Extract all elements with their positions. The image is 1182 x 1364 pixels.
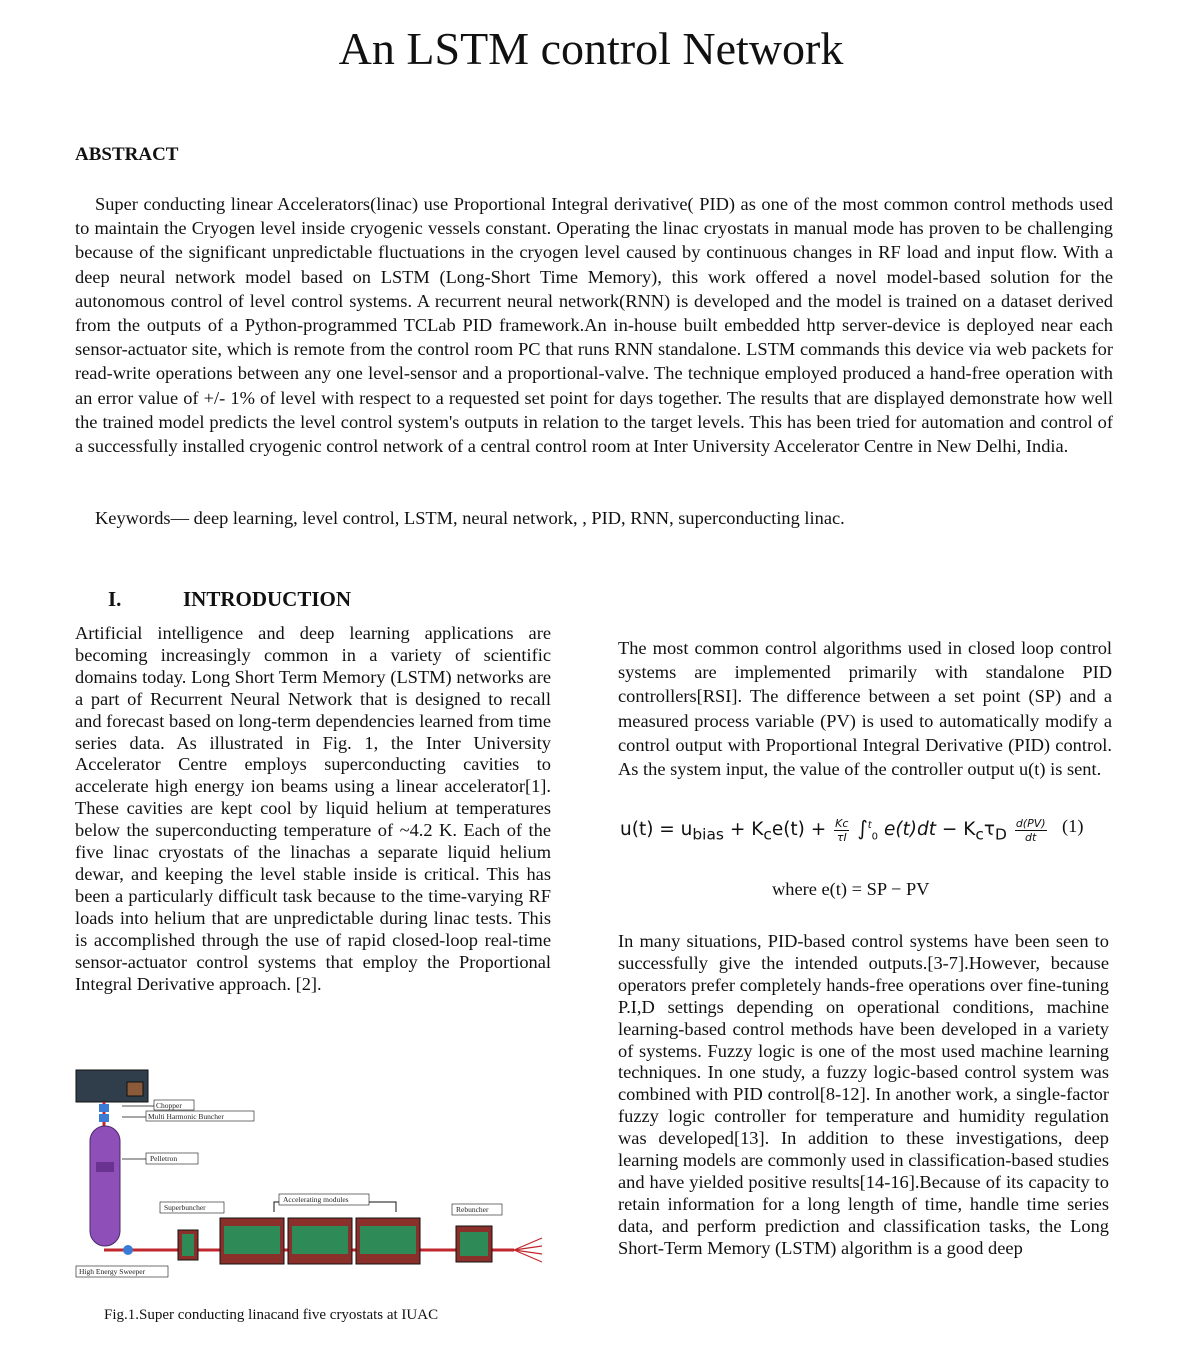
accel-module-1 — [220, 1218, 284, 1264]
linac-figure — [74, 1066, 564, 1286]
chopper-label: Chopper — [156, 1101, 182, 1110]
accel-label: Accelerating modules — [283, 1195, 349, 1204]
eq-int-upper: t — [867, 819, 872, 831]
section-heading — [108, 587, 351, 612]
eq-integrand: e(t)dt — [883, 819, 937, 840]
ion-source — [127, 1082, 143, 1096]
mhb-label: Multi Harmonic Buncher — [148, 1112, 224, 1121]
eq-c-sub: c — [763, 825, 772, 844]
eq-frac2-den: dt — [1025, 830, 1037, 844]
eq-tau-sub: D — [995, 825, 1007, 844]
chopper-unit — [99, 1104, 109, 1112]
abstract-text: Super conducting linear Accelerators(linac) use Proportional Integral derivative( PID) as one of the most common control methods used to maintain the Cryogen level inside cryogenic vessels constant. Operating the linac cryostats in manual mode has proven to be challenging because of the significant unpredictable fluctuations in the cryogen level caused by continuous changes in RF load and input flow. With a deep neural network model based on LSTM (Long-Short Time Memory), this work offered a novel model-based solution for the autonomous control of level control systems. A recurrent neural network(RNN) is developed and the model is trained on a dataset derived from the outputs of a Python-programmed TCLab PID framework.An in-house built embedded http server-device is deployed near each sensor-actuator site, which is remote from the control room PC that runs RNN standalone. LSTM commands this device via web packets for read-write operations between any one level-sensor and a proportional-valve. The technique employed produced a hand-free operation with an error value of +/- 1% of level with respect to a requested set point for days together. The results that are displayed demonstrate how well the trained model predicts the level control system's outputs in relation to the target levels. This has been tried for automation and control of a successfully installed cryogenic control network of a central control room at Inter University Accelerator Centre in New Delhi, India. — [75, 194, 1113, 457]
pid-equation — [620, 816, 1049, 844]
abstract-heading: ABSTRACT — [75, 144, 179, 165]
rebuncher-cavity — [460, 1232, 488, 1256]
rebuncher-label: Rebuncher — [456, 1205, 489, 1214]
section-number: I. — [108, 587, 122, 611]
eq-frac-kc-taui — [834, 817, 849, 844]
eq-lhs: u(t) = u — [620, 819, 693, 840]
beam-fanout — [514, 1238, 542, 1262]
eq-term2: + K — [723, 819, 764, 840]
eq-frac2-num: d(PV) — [1015, 816, 1046, 830]
accel-module-2 — [288, 1218, 352, 1264]
paper-title: An LSTM control Network — [338, 23, 844, 74]
intro-right-paragraph-2: In many situations, PID-based control systems have been seen to successfully give the intended outputs.[3-7].However, because operators prefer completely hands-free operations over fine-tuning P.I,D settings depending on operational conditions, machine learning-based control methods have been developed in a variety of systems. Fuzzy logic is one of the most used machine learning techniques. In one study, a fuzzy logic-based control system was combined with PID control[8-12]. In another work, a single-factor fuzzy logic controller for temperature and humidity regulation was developed[13]. In addition to these investigations, deep learning models are commonly used in classification-based studies and have yielded positive results[14-16].Because of its capacity to retain information for a long length of time, handle time series data, and perform prediction and classification tasks, the Long Short-Term Memory (LSTM) algorithm is a good deep — [618, 931, 1109, 1258]
keywords: Keywords— deep learning, level control, LSTM, neural network, , PID, RNN, superconducting linac. — [95, 508, 845, 528]
superbuncher-label: Superbuncher — [164, 1203, 206, 1212]
eq-term4: − K — [936, 819, 976, 840]
bend-magnet — [123, 1245, 133, 1255]
pelletron-label: Pelletron — [150, 1154, 178, 1163]
superbuncher-cavity — [182, 1234, 194, 1256]
accel-module-3 — [356, 1218, 420, 1264]
pelletron-vessel — [90, 1126, 120, 1246]
eq-frac1-den: τI — [836, 830, 847, 844]
eq-int-lower: 0 — [871, 831, 879, 843]
equation-number: (1) — [1062, 816, 1084, 836]
eq-integral: ∫ — [857, 816, 868, 840]
eq-frac-dpv-dt — [1015, 817, 1047, 844]
equation-where: where e(t) = SP − PV — [772, 879, 930, 899]
figure-caption: Fig.1.Super conducting linacand five cryostats at IUAC — [104, 1307, 439, 1323]
eq-c-sub-2: c — [975, 825, 984, 844]
pelletron-band — [96, 1162, 114, 1172]
eq-term2b: e(t) + — [771, 819, 833, 840]
section-title: INTRODUCTION — [183, 587, 352, 611]
mhb-unit — [99, 1114, 109, 1122]
intro-left-paragraph: Artificial intelligence and deep learning applications are becoming increasingly common in a variety of scientific domains today. Long Short Term Memory (LSTM) networks are a part of Recurrent Neural Network that is designed to recall and forecast based on long-term dependencies learned from time series data. As illustrated in Fig. 1, the Inter University Accelerator Centre employs superconducting cavities to accelerate high energy ion beams using a linear accelerator[1]. These cavities are kept cool by liquid helium at temperatures below the superconducting temperature of ~4.2 K. Each of the five linac cryostats of the linachas a separate liquid helium dewar, and keeping the level stable inside is critical. This has been a particularly difficult task because to the time-varying RF loads into helium that are unpredictable during linac tests. This is accomplished through the use of rapid closed-loop real-time sensor-actuator control systems that employ the Proportional Integral Derivative approach. [2]. — [75, 623, 551, 994]
eq-tau: τ — [983, 819, 996, 840]
intro-right-paragraph-1: The most common control algorithms used in closed loop control systems are implemented primarily with standalone PID controllers[RSI]. The difference between a set point (SP) and a measured process variable (PV) is used to automatically modify a control output with Proportional Integral Derivative (PID) control. As the system input, the value of the controller output u(t) is sent. — [618, 638, 1112, 780]
eq-frac1-num: Kc — [835, 816, 849, 830]
hes-label: High Energy Sweeper — [79, 1267, 146, 1276]
eq-bias-sub: bias — [692, 825, 724, 844]
